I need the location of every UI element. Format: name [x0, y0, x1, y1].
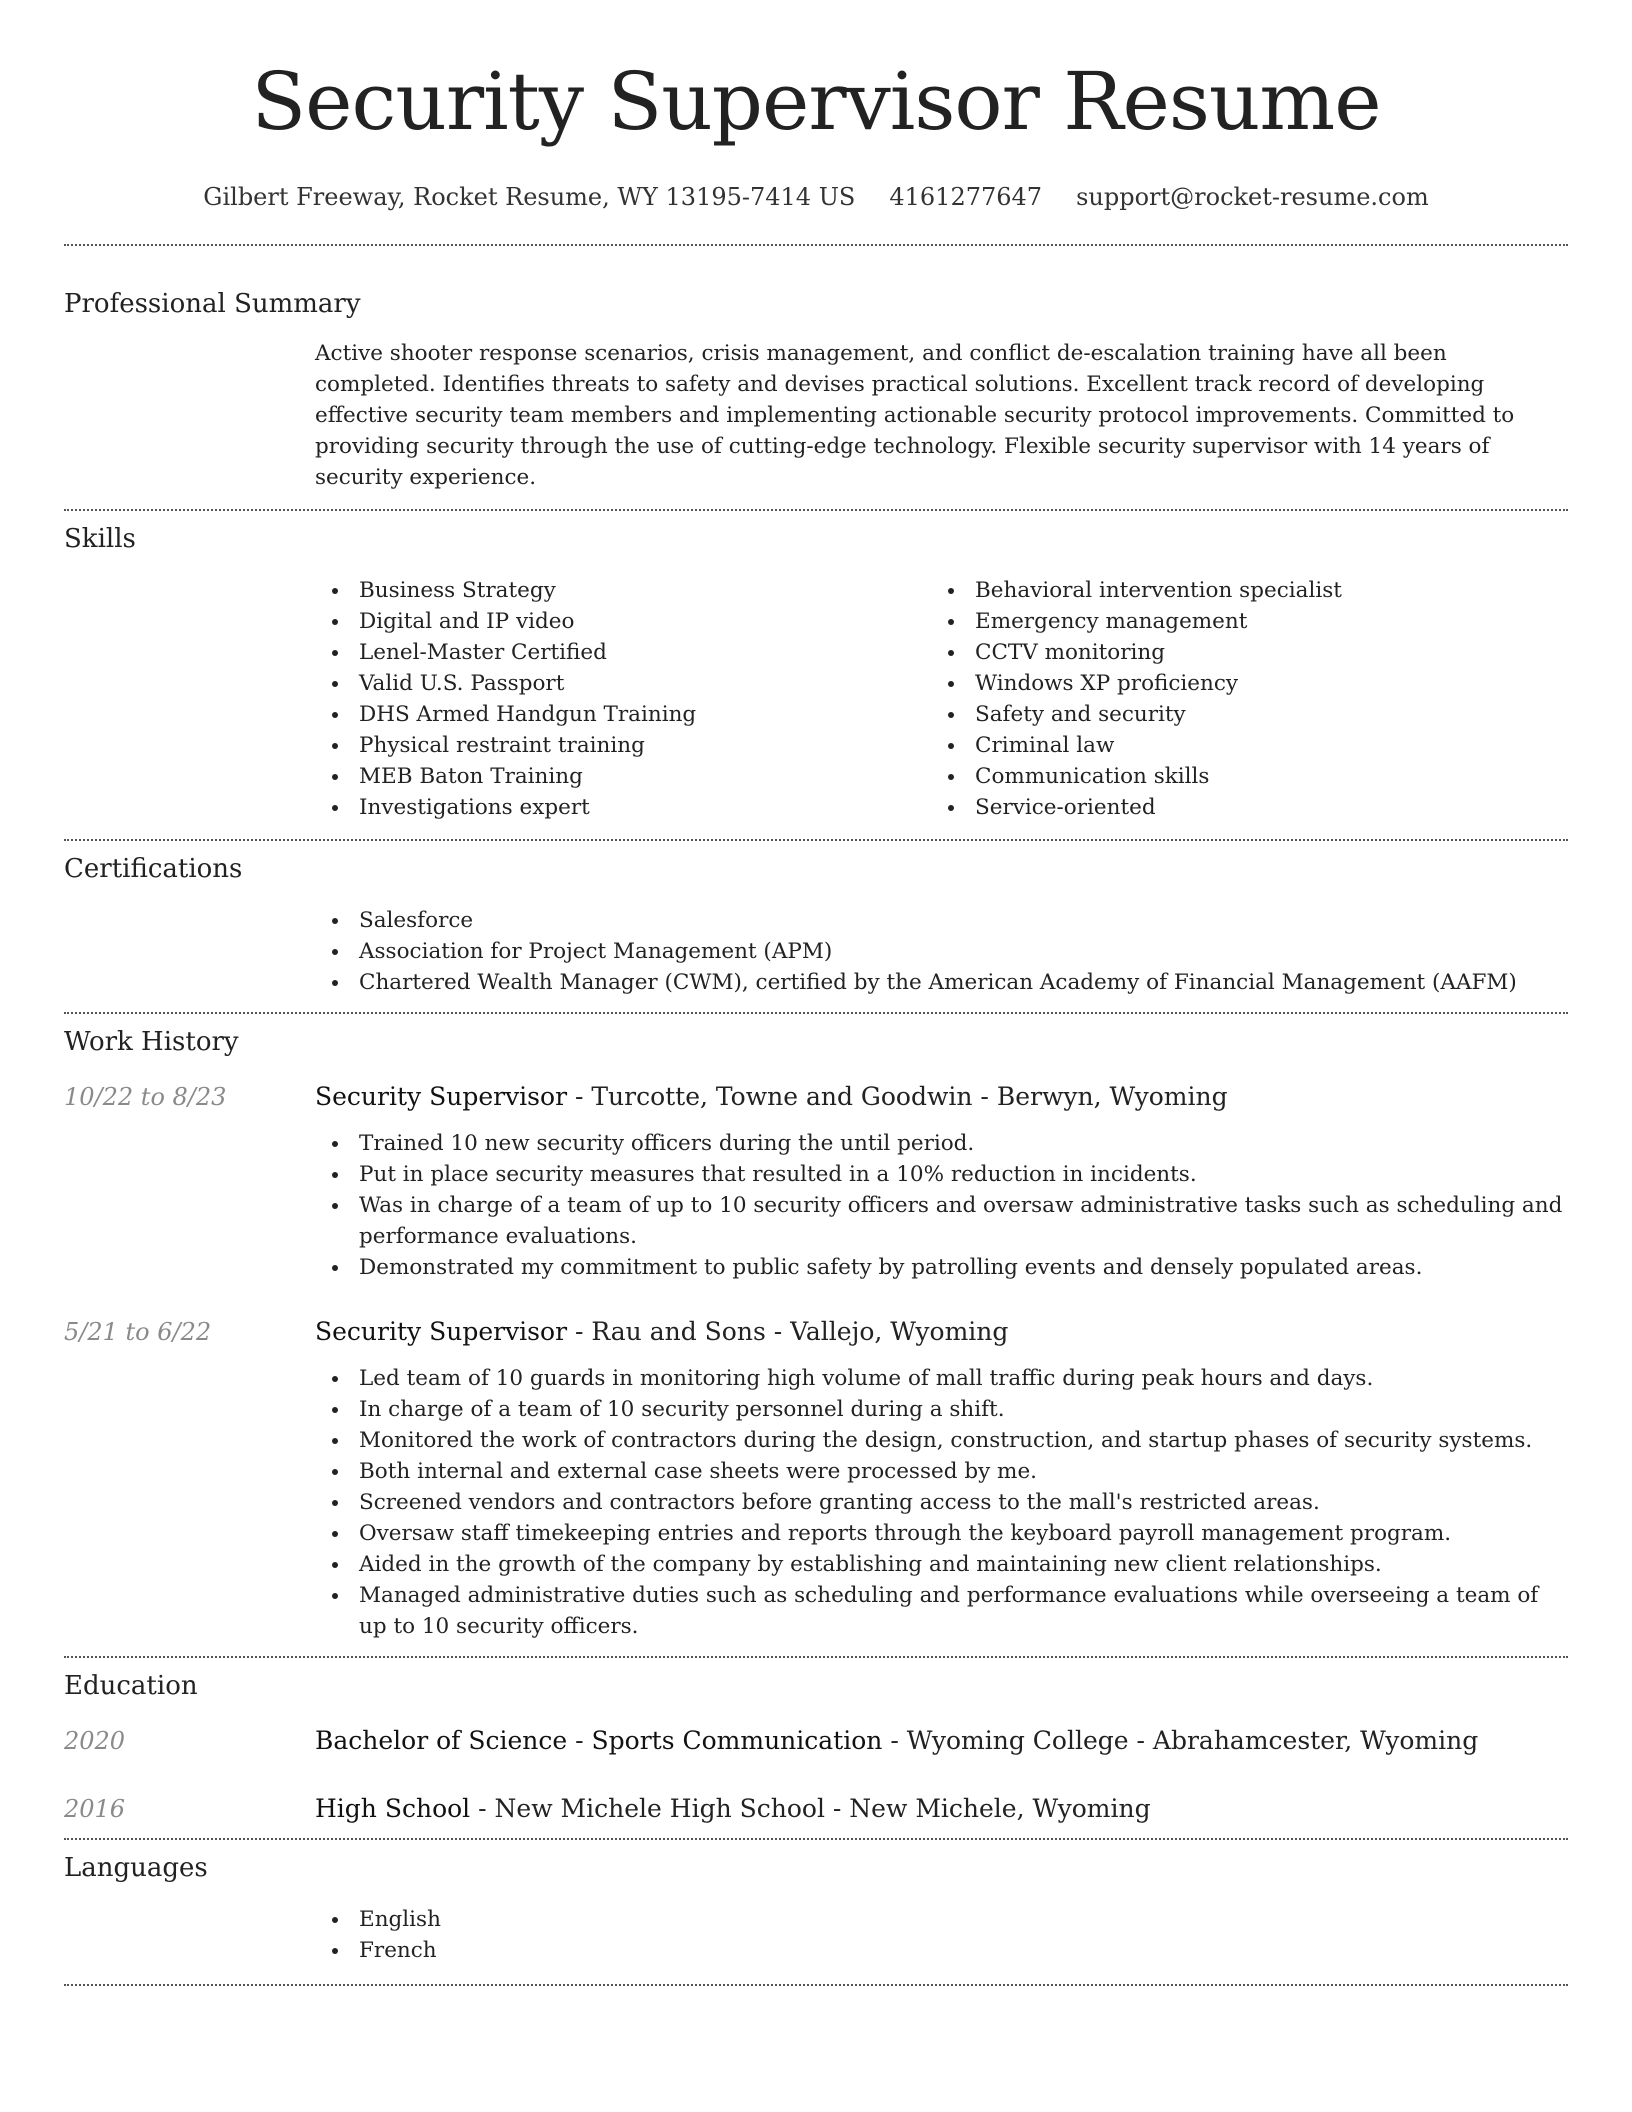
- divider: [64, 1984, 1568, 1986]
- job-heading: [315, 1080, 1568, 1114]
- list-item: In charge of a team of 10 security personnel during a shift.: [315, 1394, 1568, 1425]
- education-entry: [64, 1792, 1568, 1826]
- skills-list-right: [931, 575, 1547, 823]
- job-company: Rau and Sons: [591, 1317, 766, 1346]
- job-role: Security Supervisor: [315, 1317, 568, 1346]
- education-location: New Michele, Wyoming: [849, 1794, 1151, 1823]
- list-item: Digital and IP video: [315, 606, 931, 637]
- job-entry: [64, 1080, 1568, 1283]
- list-item: Service-oriented: [931, 792, 1547, 823]
- skills-grid: [315, 575, 1568, 823]
- education-school: New Michele High School: [494, 1794, 825, 1823]
- section-title-summary: Professional Summary: [64, 289, 361, 319]
- education-degree: Bachelor of Science: [315, 1726, 568, 1755]
- section-title-skills: Skills: [64, 524, 136, 554]
- address: Gilbert Freeway, Rocket Resume, WY 13195-7414 US: [203, 183, 856, 211]
- list-item: Both internal and external case sheets were processed by me.: [315, 1456, 1568, 1487]
- separator: -: [765, 1317, 791, 1346]
- page-title: Security Supervisor Resume: [251, 55, 1381, 148]
- email: support@rocket-resume.com: [1076, 183, 1429, 211]
- languages-section: [64, 1840, 1568, 1966]
- separator: -: [882, 1726, 907, 1755]
- list-item: Chartered Wealth Manager (CWM), certified by the American Academy of Financial Management (AAFM): [315, 967, 1568, 998]
- resume-page: [64, 0, 1568, 1986]
- list-item: English: [315, 1904, 1568, 1935]
- education-section: [64, 1658, 1568, 1826]
- list-item: Screened vendors and contractors before granting access to the mall's restricted areas.: [315, 1487, 1568, 1518]
- job-location: Berwyn, Wyoming: [996, 1082, 1228, 1111]
- phone: 4161277647: [889, 183, 1043, 211]
- separator: -: [567, 1082, 592, 1111]
- list-item: Led team of 10 guards in monitoring high volume of mall traffic during peak hours and days.: [315, 1363, 1568, 1394]
- summary-text: Active shooter response scenarios, crisis management, and conflict de-escalation training have all been completed. Identifies threats to safety and devises practical solutions. Excellent track record of developing effective security team members and implementing actionable security protocol improvements. Committed to providing security through the use of cutting-edge technology. Flexible security supervisor with 14 years of security experience.: [315, 341, 1515, 490]
- section-title-work: Work History: [64, 1027, 239, 1057]
- list-item: MEB Baton Training: [315, 761, 931, 792]
- list-item: Safety and security: [931, 699, 1547, 730]
- section-title-certifications: Certifications: [64, 854, 243, 884]
- education-location: Abrahamcester, Wyoming: [1152, 1726, 1479, 1755]
- list-item: Business Strategy: [315, 575, 931, 606]
- list-item: Criminal law: [931, 730, 1547, 761]
- job-location: Vallejo, Wyoming: [790, 1317, 1009, 1346]
- list-item: Behavioral intervention specialist: [931, 575, 1547, 606]
- list-item: Investigations expert: [315, 792, 931, 823]
- separator: -: [470, 1794, 495, 1823]
- list-item: Demonstrated my commitment to public safety by patrolling events and densely populated areas.: [315, 1252, 1568, 1283]
- education-year: 2020: [64, 1727, 126, 1755]
- list-item: Communication skills: [931, 761, 1547, 792]
- education-year: 2016: [64, 1795, 126, 1823]
- education-entry: [64, 1724, 1568, 1758]
- list-item: Aided in the growth of the company by establishing and maintaining new client relationships.: [315, 1549, 1568, 1580]
- education-degree: High School: [315, 1794, 471, 1823]
- list-item: Physical restraint training: [315, 730, 931, 761]
- list-item: CCTV monitoring: [931, 637, 1547, 668]
- section-title-education: Education: [64, 1671, 198, 1701]
- separator: -: [824, 1794, 850, 1823]
- job-dates: 10/22 to 8/23: [64, 1083, 227, 1111]
- list-item: Lenel-Master Certified: [315, 637, 931, 668]
- list-item: Was in charge of a team of up to 10 security officers and oversaw administrative tasks such as scheduling and performance evaluations.: [315, 1190, 1568, 1252]
- job-bullets: [315, 1128, 1568, 1283]
- list-item: Managed administrative duties such as scheduling and performance evaluations while overseeing a team of up to 10 security officers.: [315, 1580, 1568, 1642]
- job-heading: [315, 1315, 1568, 1349]
- separator: -: [567, 1317, 592, 1346]
- summary-section: [64, 246, 1568, 493]
- list-item: Oversaw staff timekeeping entries and reports through the keyboard payroll management program.: [315, 1518, 1568, 1549]
- contact-line: [64, 180, 1568, 214]
- separator: -: [1128, 1726, 1153, 1755]
- languages-list: [315, 1904, 1568, 1966]
- list-item: Valid U.S. Passport: [315, 668, 931, 699]
- separator: -: [567, 1726, 592, 1755]
- job-entry: [64, 1315, 1568, 1642]
- job-company: Turcotte, Towne and Goodwin: [591, 1082, 973, 1111]
- list-item: Monitored the work of contractors during the design, construction, and startup phases of security systems.: [315, 1425, 1568, 1456]
- separator: -: [972, 1082, 997, 1111]
- job-bullets: [315, 1363, 1568, 1642]
- list-item: Trained 10 new security officers during the until period.: [315, 1128, 1568, 1159]
- resume-header: [64, 0, 1568, 214]
- work-section: [64, 1014, 1568, 1642]
- job-role: Security Supervisor: [315, 1082, 568, 1111]
- list-item: Put in place security measures that resulted in a 10% reduction in incidents.: [315, 1159, 1568, 1190]
- section-title-languages: Languages: [64, 1853, 208, 1883]
- job-dates: 5/21 to 6/22: [64, 1318, 212, 1346]
- skills-list-left: [315, 575, 931, 823]
- list-item: DHS Armed Handgun Training: [315, 699, 931, 730]
- education-heading: [315, 1792, 1568, 1826]
- list-item: French: [315, 1935, 1568, 1966]
- skills-section: [64, 511, 1568, 823]
- certifications-list: [315, 905, 1568, 998]
- certifications-section: [64, 841, 1568, 998]
- education-field: Sports Communication: [591, 1726, 883, 1755]
- education-school: Wyoming College: [906, 1726, 1129, 1755]
- list-item: Association for Project Management (APM): [315, 936, 1568, 967]
- education-heading: [315, 1724, 1568, 1758]
- list-item: Windows XP proficiency: [931, 668, 1547, 699]
- list-item: Salesforce: [315, 905, 1568, 936]
- list-item: Emergency management: [931, 606, 1547, 637]
